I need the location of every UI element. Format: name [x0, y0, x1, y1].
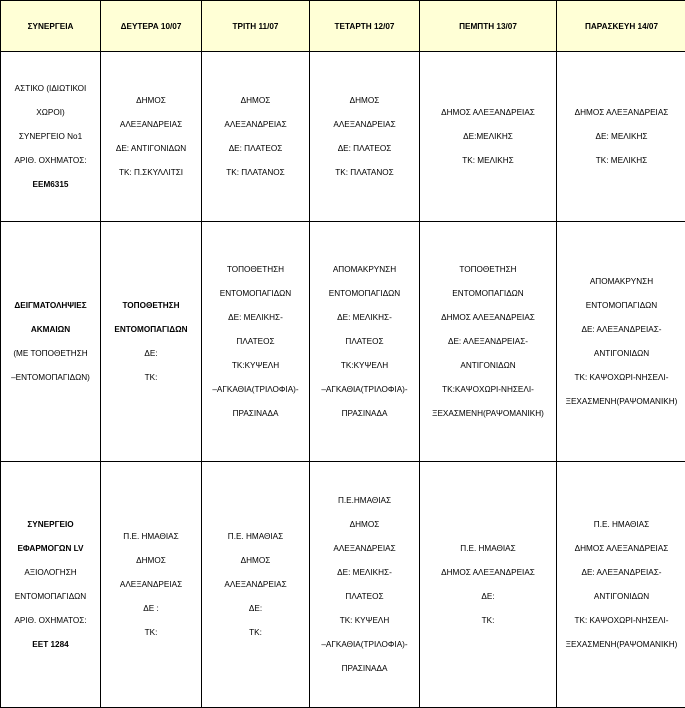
- cell-line: ΤΟΠΟΘΕΤΗΣΗ: [105, 294, 197, 318]
- cell-line: ΔΗΜΟΣ: [314, 513, 415, 537]
- schedule-cell: [557, 52, 685, 222]
- cell-line: ΔΕ: ΠΛΑΤΕΟΣ: [206, 137, 305, 161]
- cell-line: ΤΚ:ΚΥΨΕΛΗ: [314, 354, 415, 378]
- cell-line: ΑΝΤΙΓΟΝΙΔΩΝ: [561, 342, 682, 366]
- schedule-cell: [310, 52, 420, 222]
- schedule-cell: [101, 222, 202, 462]
- schedule-cell: [202, 52, 310, 222]
- cell-line: ΔΕ:: [105, 342, 197, 366]
- schedule-cell: [310, 462, 420, 708]
- cell-line: ΤΚ: ΚΑΨΟΧΩΡΙ-ΝΗΣΕΛΙ-: [561, 366, 682, 390]
- cell-line: ΑΣΤΙΚΟ (ΙΔΙΩΤΙΚΟΙ: [5, 77, 96, 101]
- team-cell: [1, 52, 101, 222]
- cell-line: ΔΕ: ΑΛΕΞΑΝΔΡΕΙΑΣ-: [561, 318, 682, 342]
- schedule-cell: [420, 52, 557, 222]
- cell-line: ΑΛΕΞΑΝΔΡΕΙΑΣ: [206, 573, 305, 597]
- schedule-cell: [557, 222, 685, 462]
- cell-line: ΑΚΜΑΙΩΝ: [5, 318, 96, 342]
- cell-line: ΕΝΤΟΜΟΠΑΓΙΔΩΝ: [105, 318, 197, 342]
- cell-line: ΤΚ: Π.ΣΚΥΛΛΙΤΣΙ: [105, 161, 197, 185]
- schedule-cell: [310, 222, 420, 462]
- cell-line: ΔΗΜΟΣ: [206, 549, 305, 573]
- table-row: [1, 222, 685, 462]
- cell-line: ΕΝΤΟΜΟΠΑΓΙΔΩΝ: [206, 282, 305, 306]
- cell-line: ΔΗΜΟΣ: [105, 549, 197, 573]
- header-cell-friday: ΠΑΡΑΣΚΕΥΗ 14/07: [557, 1, 685, 52]
- cell-line: ΑΡΙΘ. ΟΧΗΜΑΤΟΣ:: [5, 609, 96, 633]
- cell-line: ΔΗΜΟΣ ΑΛΕΞΑΝΔΡΕΙΑΣ: [424, 306, 552, 330]
- cell-line: ΔΕ: ΜΕΛΙΚΗΣ-: [206, 306, 305, 330]
- cell-line: ΑΝΤΙΓΟΝΙΔΩΝ: [424, 354, 552, 378]
- cell-line: ΔΗΜΟΣ: [314, 89, 415, 113]
- cell-line: ΔΕ: ΑΝΤΙΓΟΝΙΔΩΝ: [105, 137, 197, 161]
- cell-line: ΔΕ: ΑΛΕΞΑΝΔΡΕΙΑΣ-: [561, 561, 682, 585]
- cell-line: ΠΛΑΤΕΟΣ: [314, 330, 415, 354]
- cell-line: ΔΕ: ΜΕΛΙΚΗΣ: [561, 125, 682, 149]
- schedule-cell: [101, 52, 202, 222]
- cell-line: ΤΚ: ΠΛΑΤΑΝΟΣ: [314, 161, 415, 185]
- cell-line: ΑΠΟΜΑΚΡΥΝΣΗ: [314, 258, 415, 282]
- schedule-cell: [420, 222, 557, 462]
- header-cell-teams: ΣΥΝΕΡΓΕΙΑ: [1, 1, 101, 52]
- schedule-cell: [101, 462, 202, 708]
- cell-line: ΤΟΠΟΘΕΤΗΣΗ: [206, 258, 305, 282]
- cell-line: ΠΛΑΤΕΟΣ: [206, 330, 305, 354]
- cell-line: ΔΗΜΟΣ ΑΛΕΞΑΝΔΡΕΙΑΣ: [424, 101, 552, 125]
- cell-line: Π.Ε. ΗΜΑΘΙΑΣ: [561, 513, 682, 537]
- cell-line: ΑΛΕΞΑΝΔΡΕΙΑΣ: [314, 537, 415, 561]
- cell-line: ΤΚ:: [105, 621, 197, 645]
- cell-line: ΑΛΕΞΑΝΔΡΕΙΑΣ: [105, 573, 197, 597]
- cell-line: ΕΕΜ6315: [5, 173, 96, 197]
- header-cell-tuesday: ΤΡΙΤΗ 11/07: [202, 1, 310, 52]
- cell-line: ΠΡΑΣΙΝΑΔΑ: [206, 402, 305, 426]
- cell-line: ΤΚ:ΚΥΨΕΛΗ: [206, 354, 305, 378]
- header-row: [1, 1, 685, 52]
- cell-line: ΧΩΡΟΙ): [5, 101, 96, 125]
- cell-line: ΣΥΝΕΡΓΕΙΟ Νο1: [5, 125, 96, 149]
- cell-line: ΕΝΤΟΜΟΠΑΓΙΔΩΝ: [5, 585, 96, 609]
- cell-line: ΔΗΜΟΣ ΑΛΕΞΑΝΔΡΕΙΑΣ: [424, 561, 552, 585]
- cell-line: ΔΕ:ΜΕΛΙΚΗΣ: [424, 125, 552, 149]
- cell-line: ΑΝΤΙΓΟΝΙΔΩΝ: [561, 585, 682, 609]
- cell-line: ΔΕ:: [424, 585, 552, 609]
- cell-line: ΔΗΜΟΣ: [206, 89, 305, 113]
- cell-line: (ΜΕ ΤΟΠΟΘΕΤΗΣΗ: [5, 342, 96, 366]
- header-cell-monday: ΔΕΥΤΕΡΑ 10/07: [101, 1, 202, 52]
- cell-line: ΑΡΙΘ. ΟΧΗΜΑΤΟΣ:: [5, 149, 96, 173]
- cell-line: ΤΟΠΟΘΕΤΗΣΗ: [424, 258, 552, 282]
- cell-line: Π.Ε. ΗΜΑΘΙΑΣ: [206, 525, 305, 549]
- cell-line: ΔΕ:: [206, 597, 305, 621]
- cell-line: ΤΚ:: [206, 621, 305, 645]
- cell-line: ΤΚ:: [105, 366, 197, 390]
- cell-line: ΔΗΜΟΣ: [105, 89, 197, 113]
- cell-line: ΠΛΑΤΕΟΣ: [314, 585, 415, 609]
- cell-line: ΞΕΧΑΣΜΕΝΗ(ΡΑΨΟΜΑΝΙΚΗ): [561, 633, 682, 657]
- cell-line: ΤΚ: ΠΛΑΤΑΝΟΣ: [206, 161, 305, 185]
- cell-line: ΕΕΤ 1284: [5, 633, 96, 657]
- cell-line: –ΑΓΚΑΘΙΑ(ΤΡΙΛΟΦΙΑ)-: [206, 378, 305, 402]
- cell-line: ΤΚ: ΚΥΨΕΛΗ: [314, 609, 415, 633]
- cell-line: ΠΡΑΣΙΝΑΔΑ: [314, 402, 415, 426]
- header-cell-thursday: ΠΕΜΠΤΗ 13/07: [420, 1, 557, 52]
- cell-line: ΑΠΟΜΑΚΡΥΝΣΗ: [561, 270, 682, 294]
- cell-line: ΕΦΑΡΜΟΓΩΝ LV: [5, 537, 96, 561]
- cell-line: ΕΝΤΟΜΟΠΑΓΙΔΩΝ: [424, 282, 552, 306]
- cell-line: ΞΕΧΑΣΜΕΝΗ(ΡΑΨΟΜΑΝΙΚΗ): [561, 390, 682, 414]
- cell-line: ΔΕ: ΜΕΛΙΚΗΣ-: [314, 561, 415, 585]
- cell-line: ΤΚ:ΚΑΨΟΧΩΡΙ-ΝΗΣΕΛΙ-: [424, 378, 552, 402]
- schedule-cell: [420, 462, 557, 708]
- table-row: [1, 52, 685, 222]
- team-cell: [1, 222, 101, 462]
- schedule-cell: [557, 462, 685, 708]
- cell-line: Π.Ε.ΗΜΑΘΙΑΣ: [314, 489, 415, 513]
- cell-line: ΔΗΜΟΣ ΑΛΕΞΑΝΔΡΕΙΑΣ: [561, 101, 682, 125]
- cell-line: ΤΚ:: [424, 609, 552, 633]
- cell-line: ΣΥΝΕΡΓΕΙΟ: [5, 513, 96, 537]
- cell-line: Π.Ε. ΗΜΑΘΙΑΣ: [105, 525, 197, 549]
- table-row: [1, 462, 685, 708]
- cell-line: ΑΛΕΞΑΝΔΡΕΙΑΣ: [314, 113, 415, 137]
- cell-line: ΔΕ: ΜΕΛΙΚΗΣ-: [314, 306, 415, 330]
- schedule-cell: [202, 462, 310, 708]
- cell-line: ΕΝΤΟΜΟΠΑΓΙΔΩΝ: [314, 282, 415, 306]
- cell-line: ΤΚ: ΜΕΛΙΚΗΣ: [424, 149, 552, 173]
- cell-line: ΔΗΜΟΣ ΑΛΕΞΑΝΔΡΕΙΑΣ: [561, 537, 682, 561]
- cell-line: ΤΚ: ΜΕΛΙΚΗΣ: [561, 149, 682, 173]
- cell-line: –ΑΓΚΑΘΙΑ(ΤΡΙΛΟΦΙΑ)-: [314, 633, 415, 657]
- cell-line: ΑΛΕΞΑΝΔΡΕΙΑΣ: [105, 113, 197, 137]
- cell-line: ΔΕΙΓΜΑΤΟΛΗΨΙΕΣ: [5, 294, 96, 318]
- cell-line: –ΑΓΚΑΘΙΑ(ΤΡΙΛΟΦΙΑ)-: [314, 378, 415, 402]
- team-cell: [1, 462, 101, 708]
- cell-line: ΑΛΕΞΑΝΔΡΕΙΑΣ: [206, 113, 305, 137]
- cell-line: Π.Ε. ΗΜΑΘΙΑΣ: [424, 537, 552, 561]
- cell-line: ΔΕ :: [105, 597, 197, 621]
- schedule-cell: [202, 222, 310, 462]
- cell-line: ΔΕ: ΑΛΕΞΑΝΔΡΕΙΑΣ-: [424, 330, 552, 354]
- cell-line: ΔΕ: ΠΛΑΤΕΟΣ: [314, 137, 415, 161]
- cell-line: ΠΡΑΣΙΝΑΔΑ: [314, 657, 415, 681]
- header-cell-wednesday: ΤΕΤΑΡΤΗ 12/07: [310, 1, 420, 52]
- cell-line: ΤΚ: ΚΑΨΟΧΩΡΙ-ΝΗΣΕΛΙ-: [561, 609, 682, 633]
- cell-line: –ΕΝΤΟΜΟΠΑΓΙΔΩΝ): [5, 366, 96, 390]
- cell-line: ΕΝΤΟΜΟΠΑΓΙΔΩΝ: [561, 294, 682, 318]
- cell-line: ΞΕΧΑΣΜΕΝΗ(ΡΑΨΟΜΑΝΙΚΗ): [424, 402, 552, 426]
- cell-line: ΑΞΙΟΛΟΓΗΣΗ: [5, 561, 96, 585]
